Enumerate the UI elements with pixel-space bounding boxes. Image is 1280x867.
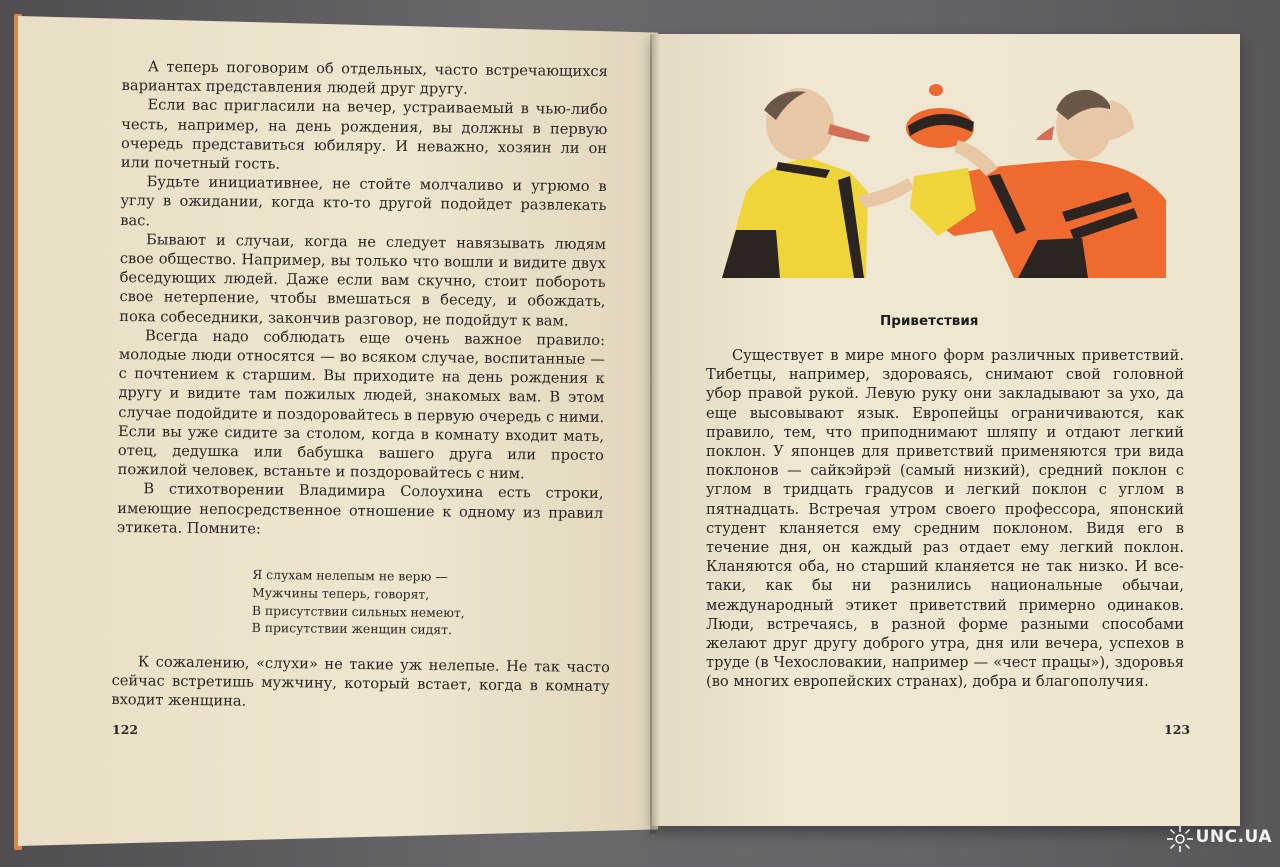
poem-line: Мужчины теперь, говорят, bbox=[252, 584, 430, 602]
paragraph: А теперь поговорим об отдельных, часто встречающихся вариантах представления людей друг другу. bbox=[121, 58, 608, 98]
poem-line: Я слухам нелепым не верю — bbox=[252, 566, 448, 584]
left-page-body bbox=[117, 57, 608, 542]
paragraph: К сожалению, «слухи» не такие уж нелепые. Не так часто сейчас встретишь мужчину, который встает, когда в комнату входит женщина. bbox=[111, 653, 610, 711]
watermark-text: UNC.UA bbox=[1195, 827, 1272, 847]
paragraph: Существует в мире много форм различных приветствий. Тибетцы, например, здороваясь, снимают свой головной убор правой рукой. Левую руку они закладывают за ухо, да еще высовывают язык. Европейцы ограничиваются, как правило, тем, что приподнимают шляпу и отдают легкий поклон. У японцев для приветствий применяются три вида поклонов — сайкэйрэй (самый низкий), средний поклон с углом в тридцать градусов и легкий поклон с углом в пятнадцать. Встречая утром своего профессора, японский студент кланяется ему средним поклоном. Видя его в течение дня, он каждый раз отдает ему легкий поклон. Кланяются оба, но старший кланяется не так низко. И все-таки, как бы ни разнились национальные обычаи, международный этикет приветствий примерно одинаков. Люди, встречаясь, в разной форме разными способами желают друг другу доброго утра, дня или вечера, успехов в труде (в Чехословакии, например — «чест працы»), здоровья (во многих европейских странах), добра и благополучия. bbox=[706, 347, 1184, 691]
greeting-illustration bbox=[718, 80, 1170, 280]
book-gutter bbox=[650, 34, 660, 834]
poem-line: В присутствии сильных немеют, bbox=[251, 602, 465, 620]
poem-line: В присутствии женщин сидят. bbox=[251, 620, 453, 638]
paragraph: Если вас пригласили на вечер, устраиваемый в чью-либо честь, например, на день рождения, вы должны в первую очередь представиться юбиляру. И неважно, хозяин ли он или почетный гость. bbox=[120, 96, 608, 173]
paragraph: Будьте инициативнее, не стойте молчаливо и угрюмо в углу в ожидании, когда кто-то другой подойдет развлекать вас. bbox=[120, 173, 607, 229]
section-heading: Приветствия bbox=[880, 313, 979, 329]
watermark-sun-icon bbox=[1166, 825, 1194, 853]
page-number-left: 122 bbox=[112, 722, 139, 737]
poem-quote bbox=[252, 566, 466, 639]
paragraph: В стихотворении Владимира Солоухина есть строки, имеющие непосредственное отношение к одному из правил этикета. Помните: bbox=[116, 480, 604, 538]
paragraph: Бывают и случаи, когда не следует навязывать людям свое общество. Например, вы только что вошли и видите двух беседующих людей. Даже если вам скучно, стоит побороть свое нетерпение, чтобы вмешаться в беседу, и обождать, пока собеседники, закончив разговор, не подойдут к вам. bbox=[119, 231, 607, 330]
left-page-closing bbox=[111, 652, 610, 716]
paragraph: Всегда надо соблюдать еще очень важное правило: молодые люди относятся — во всяком случае, воспитанные — с почтением к старшим. Вы приходите на день рождения к другу и видите там пожилых людей, знакомых вам. В этом случае подойдите и поздоровайтесь в первую очередь с ними. Если вы уже сидите за столом, когда в комнату входит мать, отец, дедушка или бабушка вашего друга или просто пожилой человек, встаньте и поздоровайтесь с ним. bbox=[117, 327, 606, 483]
page-number-right: 123 bbox=[1164, 722, 1191, 737]
right-page-body bbox=[706, 346, 1184, 692]
